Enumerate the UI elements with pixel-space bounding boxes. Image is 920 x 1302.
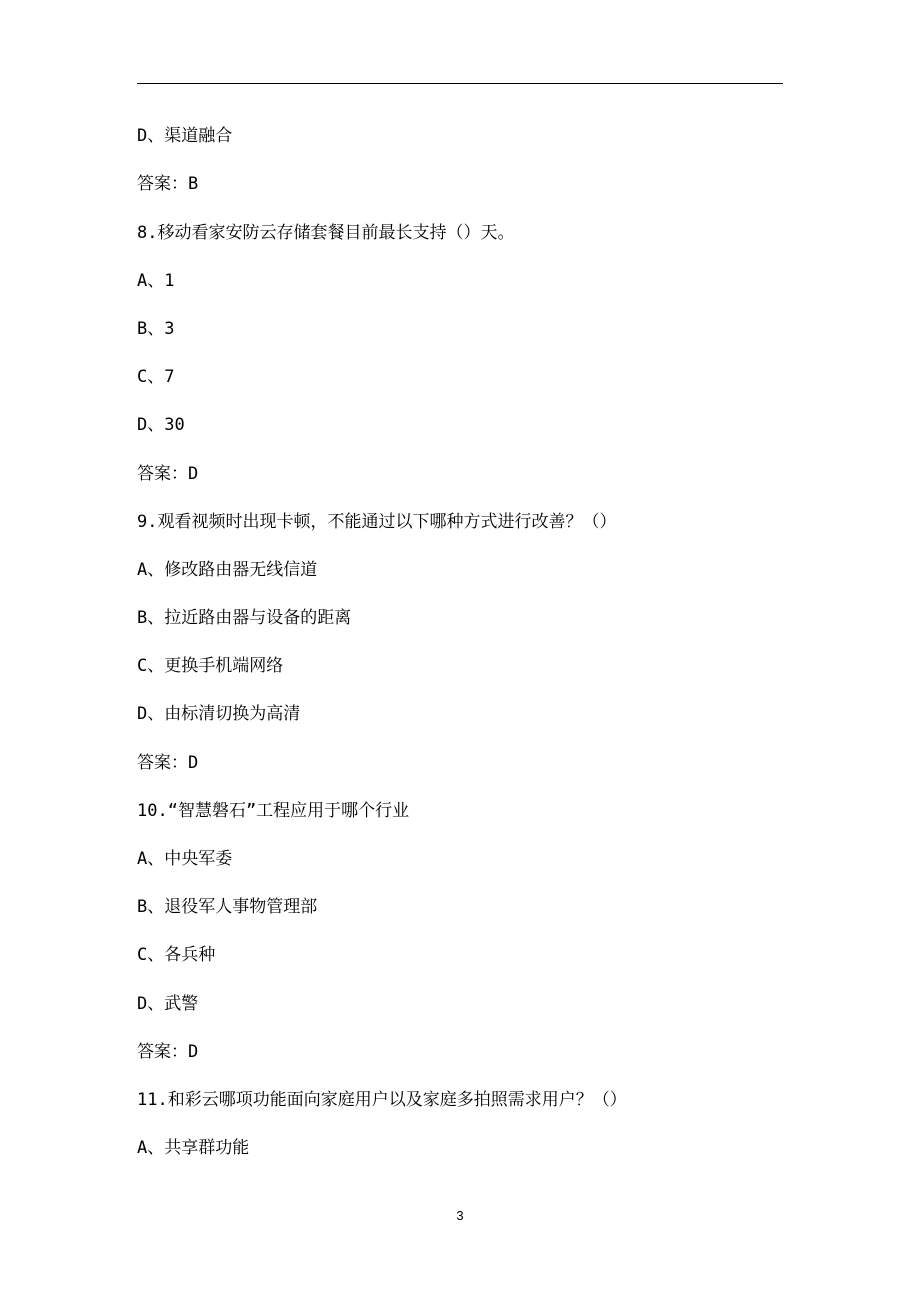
page-number: 3: [456, 1208, 464, 1223]
option-b-q9: B、拉近路由器与设备的距离: [137, 608, 352, 628]
question-10: 10.“智慧磐石”工程应用于哪个行业: [137, 801, 410, 821]
answer-q10: 答案：D: [137, 1042, 199, 1062]
answer-q8: 答案：D: [137, 464, 199, 484]
option-c-q8: C、7: [137, 367, 175, 387]
header-rule: [137, 83, 783, 84]
option-b-q8: B、3: [137, 319, 175, 339]
option-a-q9: A、修改路由器无线信道: [137, 560, 318, 580]
answer-q9: 答案：D: [137, 753, 199, 773]
option-d-q8: D、30: [137, 415, 185, 435]
option-d-q10: D、武警: [137, 994, 199, 1014]
question-8: 8.移动看家安防云存储套餐目前最长支持（）天。: [137, 223, 515, 243]
answer-q7: 答案：B: [137, 174, 199, 194]
option-c-q9: C、更换手机端网络: [137, 656, 284, 676]
option-d-q7: D、渠道融合: [137, 126, 233, 146]
question-11: 11.和彩云哪项功能面向家庭用户以及家庭多拍照需求用户？（）: [137, 1090, 627, 1110]
question-9: 9.观看视频时出现卡顿，不能通过以下哪种方式进行改善？（）: [137, 512, 617, 532]
option-c-q10: C、各兵种: [137, 945, 216, 965]
option-a-q10: A、中央军委: [137, 849, 233, 869]
option-d-q9: D、由标清切换为高清: [137, 704, 301, 724]
option-b-q10: B、退役军人事物管理部: [137, 897, 318, 917]
option-a-q11: A、共享群功能: [137, 1138, 250, 1158]
option-a-q8: A、1: [137, 271, 175, 291]
